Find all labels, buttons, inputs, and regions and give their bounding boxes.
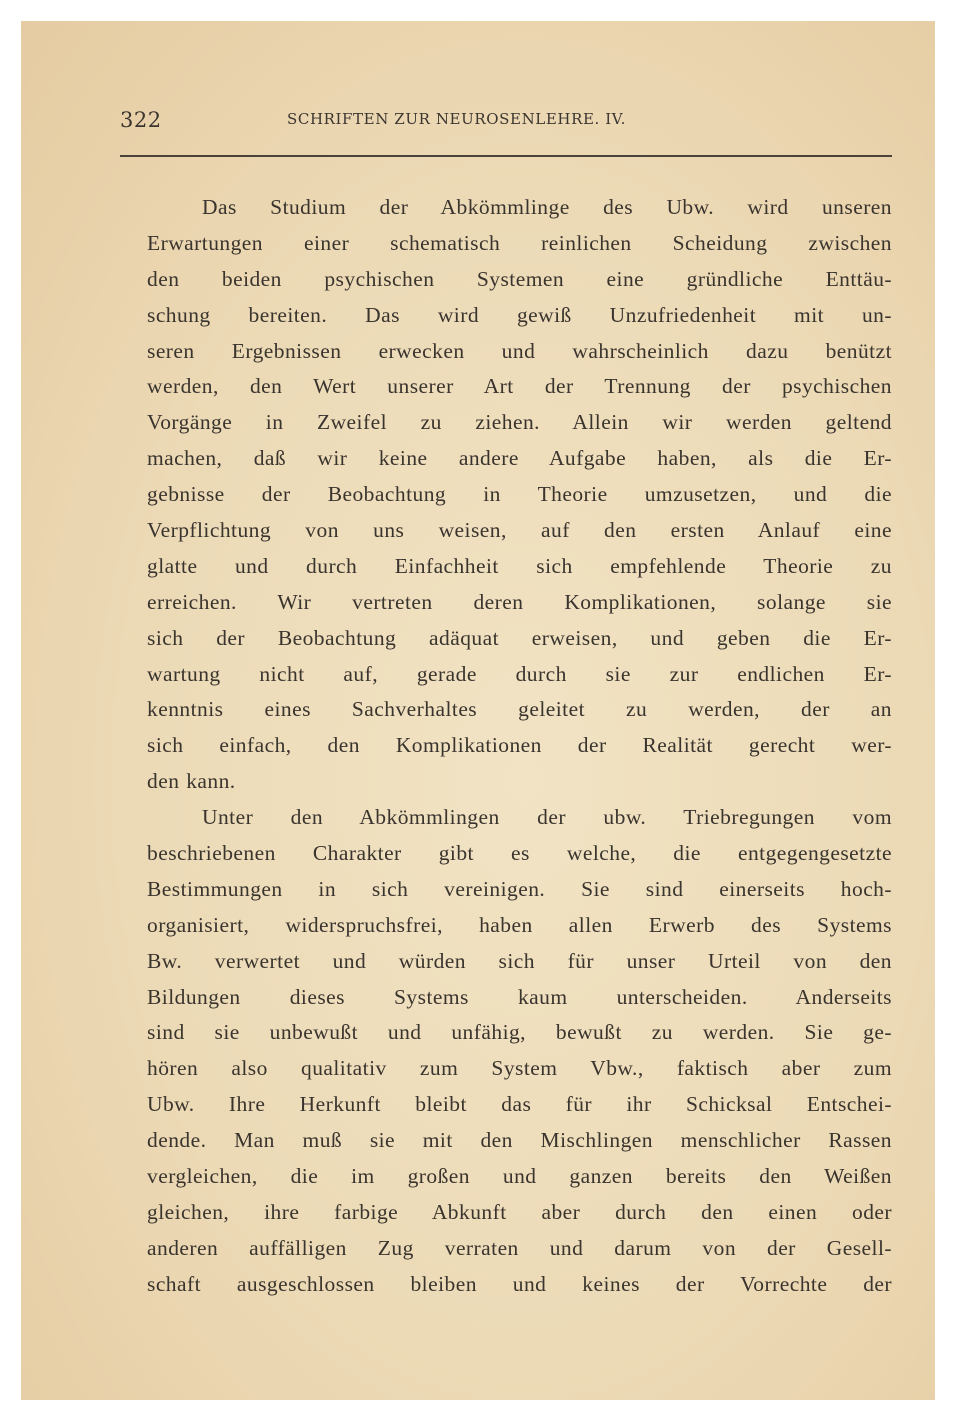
text-line: gebnisse der Beobachtung in Theorie umzusetzen, und die xyxy=(147,482,892,507)
text-line: kenntnis eines Sachverhaltes geleitet zu werden, der an xyxy=(147,697,892,722)
page-number: 322 xyxy=(120,108,162,132)
text-line: den beiden psychischen Systemen eine gründliche Enttäu- xyxy=(147,266,892,291)
text-line: Bw. verwertet und würden sich für unser Urteil von den xyxy=(147,948,892,973)
text-line: werden, den Wert unserer Art der Trennung der psychischen xyxy=(147,374,892,399)
text-line: wartung nicht auf, gerade durch sie zur endlichen Er- xyxy=(147,661,892,686)
text-line: seren Ergebnissen erwecken und wahrscheinlich dazu benützt xyxy=(147,338,892,363)
text-line: dende. Man muß sie mit den Mischlingen menschlicher Rassen xyxy=(147,1128,892,1153)
text-line: Erwartungen einer schematisch reinlichen Scheidung zwischen xyxy=(147,230,892,255)
text-line: vergleichen, die im großen und ganzen bereits den Weißen xyxy=(147,1164,892,1189)
text-line: den kann. xyxy=(147,769,236,794)
text-line: sich der Beobachtung adäquat erweisen, und geben die Er- xyxy=(147,625,892,650)
text-line: Unter den Abkömmlingen der ubw. Triebregungen vom xyxy=(202,805,892,830)
text-line: schaft ausgeschlossen bleiben und keines der Vorrechte der xyxy=(147,1271,892,1296)
text-line: sich einfach, den Komplikationen der Realität gerecht wer- xyxy=(147,733,892,758)
text-line: Bildungen dieses Systems kaum unterscheiden. Anderseits xyxy=(147,984,892,1009)
text-line: organisiert, widerspruchsfrei, haben allen Erwerb des Systems xyxy=(147,912,892,937)
text-line: Ubw. Ihre Herkunft bleibt das für ihr Schicksal Entschei- xyxy=(147,1092,892,1117)
text-line: gleichen, ihre farbige Abkunft aber durch den einen oder xyxy=(147,1199,892,1224)
page-header xyxy=(120,104,892,136)
text-line: beschriebenen Charakter gibt es welche, die entgegengesetzte xyxy=(147,841,892,866)
text-line: anderen auffälligen Zug verraten und darum von der Gesell- xyxy=(147,1235,892,1260)
header-rule xyxy=(120,155,892,157)
text-line: glatte und durch Einfachheit sich empfehlende Theorie zu xyxy=(147,553,892,578)
paragraph-2 xyxy=(147,800,892,1302)
text-line: Das Studium der Abkömmlinge des Ubw. wird unseren xyxy=(202,195,892,219)
running-title: SCHRIFTEN ZUR NEUROSENLEHRE. IV. xyxy=(287,110,626,128)
text-line: Vorgänge in Zweifel zu ziehen. Allein wir werden geltend xyxy=(147,410,892,435)
text-line: Bestimmungen in sich vereinigen. Sie sind einerseits hoch- xyxy=(147,876,892,901)
text-line: Verpflichtung von uns weisen, auf den ersten Anlauf eine xyxy=(147,518,892,543)
text-line: hören also qualitativ zum System Vbw., faktisch aber zum xyxy=(147,1056,892,1081)
text-line: erreichen. Wir vertreten deren Komplikationen, solange sie xyxy=(147,589,892,614)
text-line: sind sie unbewußt und unfähig, bewußt zu werden. Sie ge- xyxy=(147,1020,892,1045)
text-line: machen, daß wir keine andere Aufgabe haben, als die Er- xyxy=(147,446,892,471)
paragraph-1 xyxy=(147,190,892,800)
body-text xyxy=(147,190,892,1303)
text-line: schung bereiten. Das wird gewiß Unzufriedenheit mit un- xyxy=(147,302,892,327)
